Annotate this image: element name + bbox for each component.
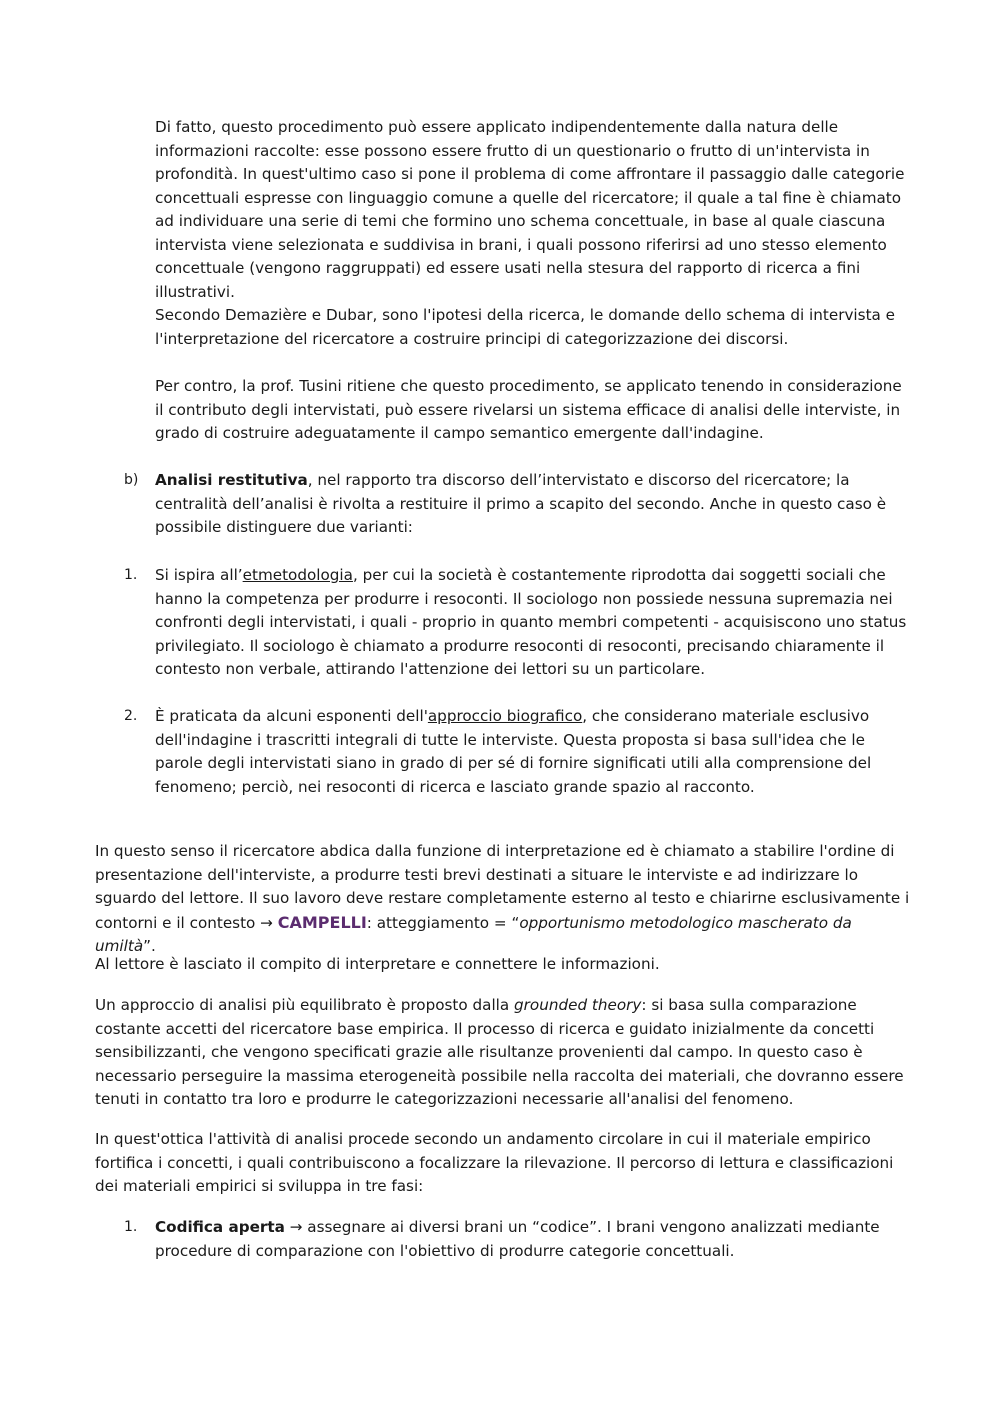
paragraph-campelli — [95, 840, 915, 959]
list-marker-2: 2. — [124, 708, 138, 724]
paragraph-grounded-theory — [95, 994, 915, 1112]
paragraph-intro: Di fatto, questo procedimento può essere applicato indipendentemente dalla natura delle informazioni raccolte: esse possono essere frutto di un questionario o frutto di un'intervista in profondità. In quest'ultimo caso si pone il problema di come affrontare il passaggio dalle categorie concettuali espresse con linguaggio comune a quelle del ricercatore; il quale a tal fine è chiamato ad individuare una serie di temi che formino uno schema concettuale, in base al quale ciascuna intervista viene selezionata e suddivisa in brani, i quali possono riferirsi ad uno stesso elemento concettuale (vengono raggruppati) ed essere usati nella stesura del rapporto di ricerca a fini illustrativi. — [155, 118, 905, 301]
paragraph-text: : si basa sulla comparazione costante accetti del ricercatore base empirica. Il processo di ricerca e guidato inizialmente da concetti sensibilizzanti, che vengono specificati grazie alle risultanze provenienti dal campo. In questo caso è necessario perseguire la massima eterogeneità possibile nella raccolta dei materiali, che dovranno essere tenuti in contatto tra loro e produrre le categorizzazioni necessarie all'analisi del fenomeno. — [95, 996, 904, 1108]
list-item-text: , per cui la società è costantemente riprodotta dai soggetti sociali che hanno la competenza per produrre i resoconti. Il sociologo non possiede nessuna supremazia nei confronti degli intervistati, i quali - proprio in quanto membri competenti - acquisiscono uno status privilegiato. Il sociologo è chiamato a produrre resoconti di resoconti, precisando chiaramente il contesto non verbale, attirando l'attenzione dei lettori su un particolare. — [155, 566, 907, 678]
term-codifica-aperta: Codifica aperta — [155, 1218, 285, 1236]
list-item-prefix: Si ispira all’ — [155, 566, 243, 584]
list-item-codifica-aperta — [155, 1216, 915, 1263]
link-etmetodologia[interactable]: etmetodologia — [242, 566, 353, 584]
paragraph-tusini: Per contro, la prof. Tusini ritiene che questo procedimento, se applicato tenendo in considerazione il contributo degli intervistati, può essere rivelarsi un sistema efficace di analisi delle interviste, in grado di costruire adeguatamente il campo semantico emergente dall'indagine. — [155, 377, 902, 442]
paragraph-text-after: : atteggiamento = “ — [366, 913, 520, 932]
arrow-icon: → — [284, 1218, 308, 1236]
list-marker-codifica: 1. — [124, 1219, 138, 1235]
list-item-approccio-biografico — [155, 705, 915, 799]
paragraph-prefix: Un approccio di analisi più equilibrato è proposto dalla — [95, 996, 515, 1014]
quote-text: opportunismo metodologico mascherato da umiltà — [95, 913, 852, 955]
paragraph-text: In questo senso il ricercatore abdica dalla funzione di interpretazione ed è chiamato a stabilire l'ordine di presentazione dell'interviste, a produrre testi brevi destinati a situare le interviste e ad indirizzare lo sguardo del lettore. Il suo lavoro deve restare completamente esterno al testo e chiarirne esclusivamente i contorni e il contesto — [95, 842, 910, 932]
paragraph-demaziere-dubar: Secondo Demazière e Dubar, sono l'ipotesi della ricerca, le domande dello schema di intervista e l'interpretazione del ricercatore a costruire principi di categorizzazione dei discorsi. — [155, 306, 895, 348]
list-item-text: , che considerano materiale esclusivo dell'indagine i trascritti integrali di tutte le interviste. Questa proposta si basa sull'idea che le parole degli intervistati siano in grado di per sé di fornire significati utili alla comprensione del fenomeno; perciò, nei resoconti di ricerca e lasciato grande spazio al racconto. — [155, 707, 872, 796]
list-item-text: , nel rapporto tra discorso dell’intervistato e discorso del ricercatore; la centralità dell’analisi è rivolta a restituire il primo a scapito del secondo. Anche in questo caso è possibile distinguere due varianti: — [155, 471, 887, 536]
list-item-prefix: È praticata da alcuni esponenti dell' — [155, 707, 428, 725]
quote-close: ”. — [143, 937, 156, 955]
term-analisi-restitutiva: Analisi restitutiva — [155, 471, 308, 489]
term-grounded-theory: grounded theory — [514, 996, 642, 1014]
paragraph-lettore: Al lettore è lasciato il compito di interpretare e connettere le informazioni. — [95, 955, 660, 973]
list-item-etmetodologia — [155, 564, 915, 682]
list-item-text: assegnare ai diversi brani un “codice”. I brani vengono analizzati mediante procedure di comparazione con l'obiettivo di produrre categorie concettuali. — [155, 1218, 880, 1260]
list-marker-1: 1. — [124, 567, 138, 583]
arrow-icon: → — [260, 913, 273, 932]
link-approccio-biografico[interactable]: approccio biografico — [427, 707, 583, 725]
paragraph-ottica: In quest'ottica l'attività di analisi procede secondo un andamento circolare in cui il materiale empirico fortifica i concetti, i quali contribuiscono a focalizzare la rilevazione. Il percorso di lettura e classificazioni dei materiali empirici si sviluppa in tre fasi: — [95, 1130, 894, 1195]
campelli-highlight: CAMPELLI — [277, 912, 367, 932]
list-marker-b: b) — [124, 472, 139, 488]
list-item-analisi-restitutiva — [155, 469, 915, 540]
